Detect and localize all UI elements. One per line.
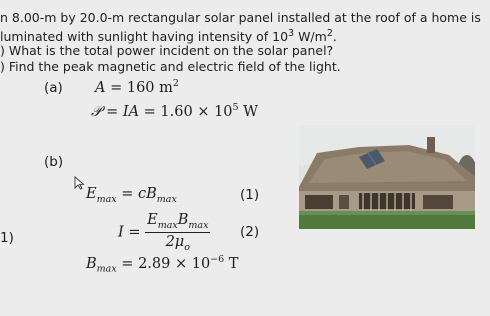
bmax-exponent: −6 [210,254,225,265]
part-b-label: (b) [44,154,64,170]
problem-line-2-end: . [332,29,337,45]
problem-line-1: n 8.00-m by 20.0-m rectangular solar panel installed at the roof of a home is [0,10,481,25]
area-equation: A = 160 $m^2$ [95,78,179,96]
part-a-label: (a) [44,80,63,96]
bmax-lhs-subscript: max [96,263,117,275]
intensity-unit-exponent: 2 [326,28,333,39]
denominator-sub: o [184,241,190,253]
emax-subscript: max [96,193,117,205]
emax-equation: $E_{max} = cB_{max}$ [86,186,177,205]
bmax-subscript: max [156,193,177,205]
numerator-b: B [177,212,189,228]
power-exponent: 5 [232,102,239,113]
bmax-equation: $B_{max} = 2.89 \times 10^{-6}$ T [86,254,239,275]
fraction-numerator [145,212,210,233]
numerator-e: E [147,212,158,228]
denominator-mu: 2μ [165,233,185,250]
problem-line-3: ) What is the total power incident on the solar panel? [0,43,334,58]
bmax-unit: T [224,255,239,272]
numerator-b-sub: max [188,219,209,231]
intensity-base: 10 [272,29,289,45]
problem-line-2-text: luminated with sunlight having intensity of [0,29,273,45]
intensity-symbol: I [118,224,124,241]
left-marker: 1) [0,230,14,246]
power-equation: 𝒫 = IA = $1.60 \times 10^5$ W [91,102,259,120]
area-symbol: A [95,79,106,96]
equation-number-2: (2) [240,224,260,240]
numerator-e-sub: max [157,219,178,231]
emax-symbol: E [86,186,97,202]
bmax-symbol: B [86,255,97,272]
power-unit: W [238,103,259,120]
c-bmax-symbol: cB [138,186,157,202]
power-expression: IA [122,103,140,120]
mouse-cursor-icon [74,176,86,190]
intensity-equation: I = $\frac{E_{max}B_{max}}{2\mu_o}$ [118,212,209,253]
problem-line-4: ) Find the peak magnetic and electric field of the light. [0,59,341,74]
intensity-exponent: 3 [288,28,295,39]
intensity-unit: W/m [294,29,327,45]
fraction-denominator [166,233,190,253]
area-value: 160 m [126,79,173,96]
equation-number-1: (1) [240,187,260,203]
bmax-value: 2.89 × 10 [138,255,211,272]
intensity-fraction [145,212,210,253]
power-value: 1.60 × 10 [160,103,233,120]
power-symbol: 𝒫 [91,103,102,120]
house-illustration [299,125,475,229]
area-exponent: 2 [172,78,179,89]
house-photo [299,125,475,229]
